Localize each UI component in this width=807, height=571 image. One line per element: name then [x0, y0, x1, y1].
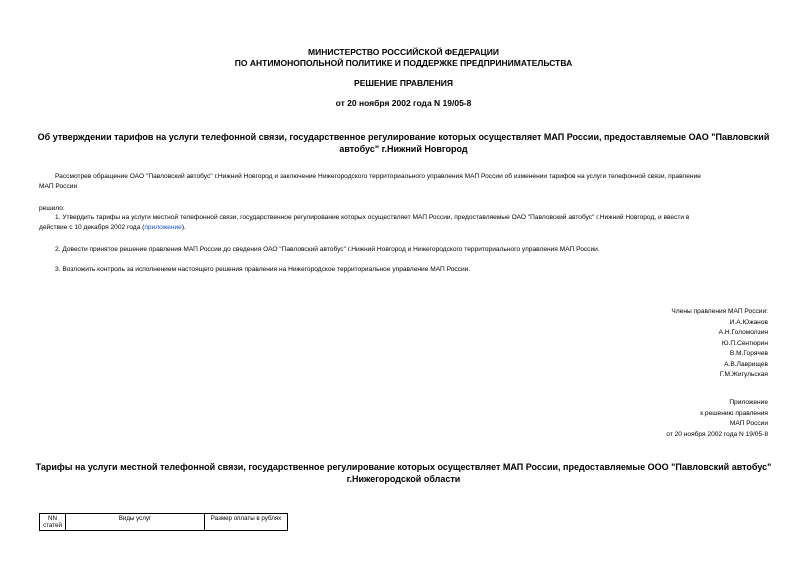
ministry-line-2: ПО АНТИМОНОПОЛЬНОЙ ПОЛИТИКЕ И ПОДДЕРЖКЕ ПРЕДПРИНИМАТЕЛЬСТВА — [234, 58, 573, 68]
signature-member: Г.М.Жигульская — [719, 371, 768, 378]
item1-prefix: действие с 10 декабря 2002 года ( — [39, 224, 145, 231]
appendix-line-2: к решению правления — [700, 409, 768, 417]
document-title-line-1: Об утверждении тарифов на услуги телефонной связи, государственное регулирование которых осуществляет МАП России, предоставляемые ОАО "Павловский — [37, 132, 770, 142]
ministry-line-1: МИНИСТЕРСТВО РОССИЙСКОЙ ФЕДЕРАЦИИ — [308, 47, 499, 57]
appendix-line-4: от 20 ноября 2002 года N 19/05-8 — [666, 430, 768, 438]
document-type: РЕШЕНИЕ ПРАВЛЕНИЯ — [354, 78, 453, 88]
table-header-row — [40, 514, 288, 531]
item1-line-2 — [39, 223, 774, 233]
resolution-item-1 — [39, 213, 774, 233]
document-title — [0, 131, 807, 155]
signature-member: А.Н.Голомолзин — [718, 329, 768, 336]
table-header-number-line-1: NN — [48, 515, 57, 522]
resolution-item-2: 2. Довести принятое решение правления МАП России до сведения ОАО "Павловский автобус" г.Нижний Новгород и Нижегородского территориального управления МАП России. — [55, 246, 600, 253]
intro-line-2: МАП России — [39, 183, 78, 190]
appendix-line-1: Приложение — [729, 399, 768, 406]
item1-line-1: 1. Утвердить тарифы на услуги местной телефонной связи, государственное регулирование которых осуществляет МАП России, предоставляемые ОАО "Павловский автобус" г.Нижний Новгород, и ввести в — [55, 214, 690, 221]
signature-block — [671, 307, 768, 381]
intro-paragraph — [39, 172, 774, 192]
document-date-number: от 20 ноября 2002 года N 19/05-8 — [335, 98, 472, 108]
table-header-payment: Размер оплаты в рублях — [205, 514, 288, 531]
appendix-title-line-1: Тарифы на услуги местной телефонной связи, государственное регулирование которых осуществляет МАП России, предоставляемые ООО "Павловский автобус" — [35, 462, 772, 472]
resolved-label: решило: — [39, 205, 65, 212]
signature-member: В.М.Горячев — [729, 350, 768, 357]
resolution-item-3: 3. Возложить контроль за исполнением настоящего решения правления на Нижегородское территориальное управление МАП России. — [55, 266, 471, 273]
appendix-link[interactable]: приложение — [144, 224, 182, 231]
signature-heading: Члены правления МАП России: — [671, 308, 768, 315]
ministry-name — [0, 47, 807, 69]
table-header-services: Виды услуг — [66, 514, 205, 531]
item1-suffix: ). — [181, 224, 186, 231]
signature-member: И.А.Южанов — [729, 318, 768, 326]
signature-member: Ю.П.Сентюрин — [721, 339, 768, 347]
table-header-number-line-2: статей — [43, 522, 62, 529]
document-title-line-2: автобус" г.Нижний Новгород — [339, 144, 468, 154]
signature-member: А.В.Лаврищев — [724, 360, 768, 368]
intro-line-1: Рассмотрев обращение ОАО "Павловский автобус" г.Нижний Новгород и заключение Нижегородского территориального управления МАП России об изменении тарифов на услуги телефонной связи, правление — [55, 173, 701, 180]
appendix-reference — [666, 398, 768, 440]
appendix-title-line-2: г.Нижегородской области — [346, 474, 461, 484]
table-header-number — [40, 514, 66, 531]
appendix-title — [0, 461, 807, 485]
tariff-table — [39, 513, 288, 531]
appendix-line-3: МАП России — [729, 420, 768, 427]
